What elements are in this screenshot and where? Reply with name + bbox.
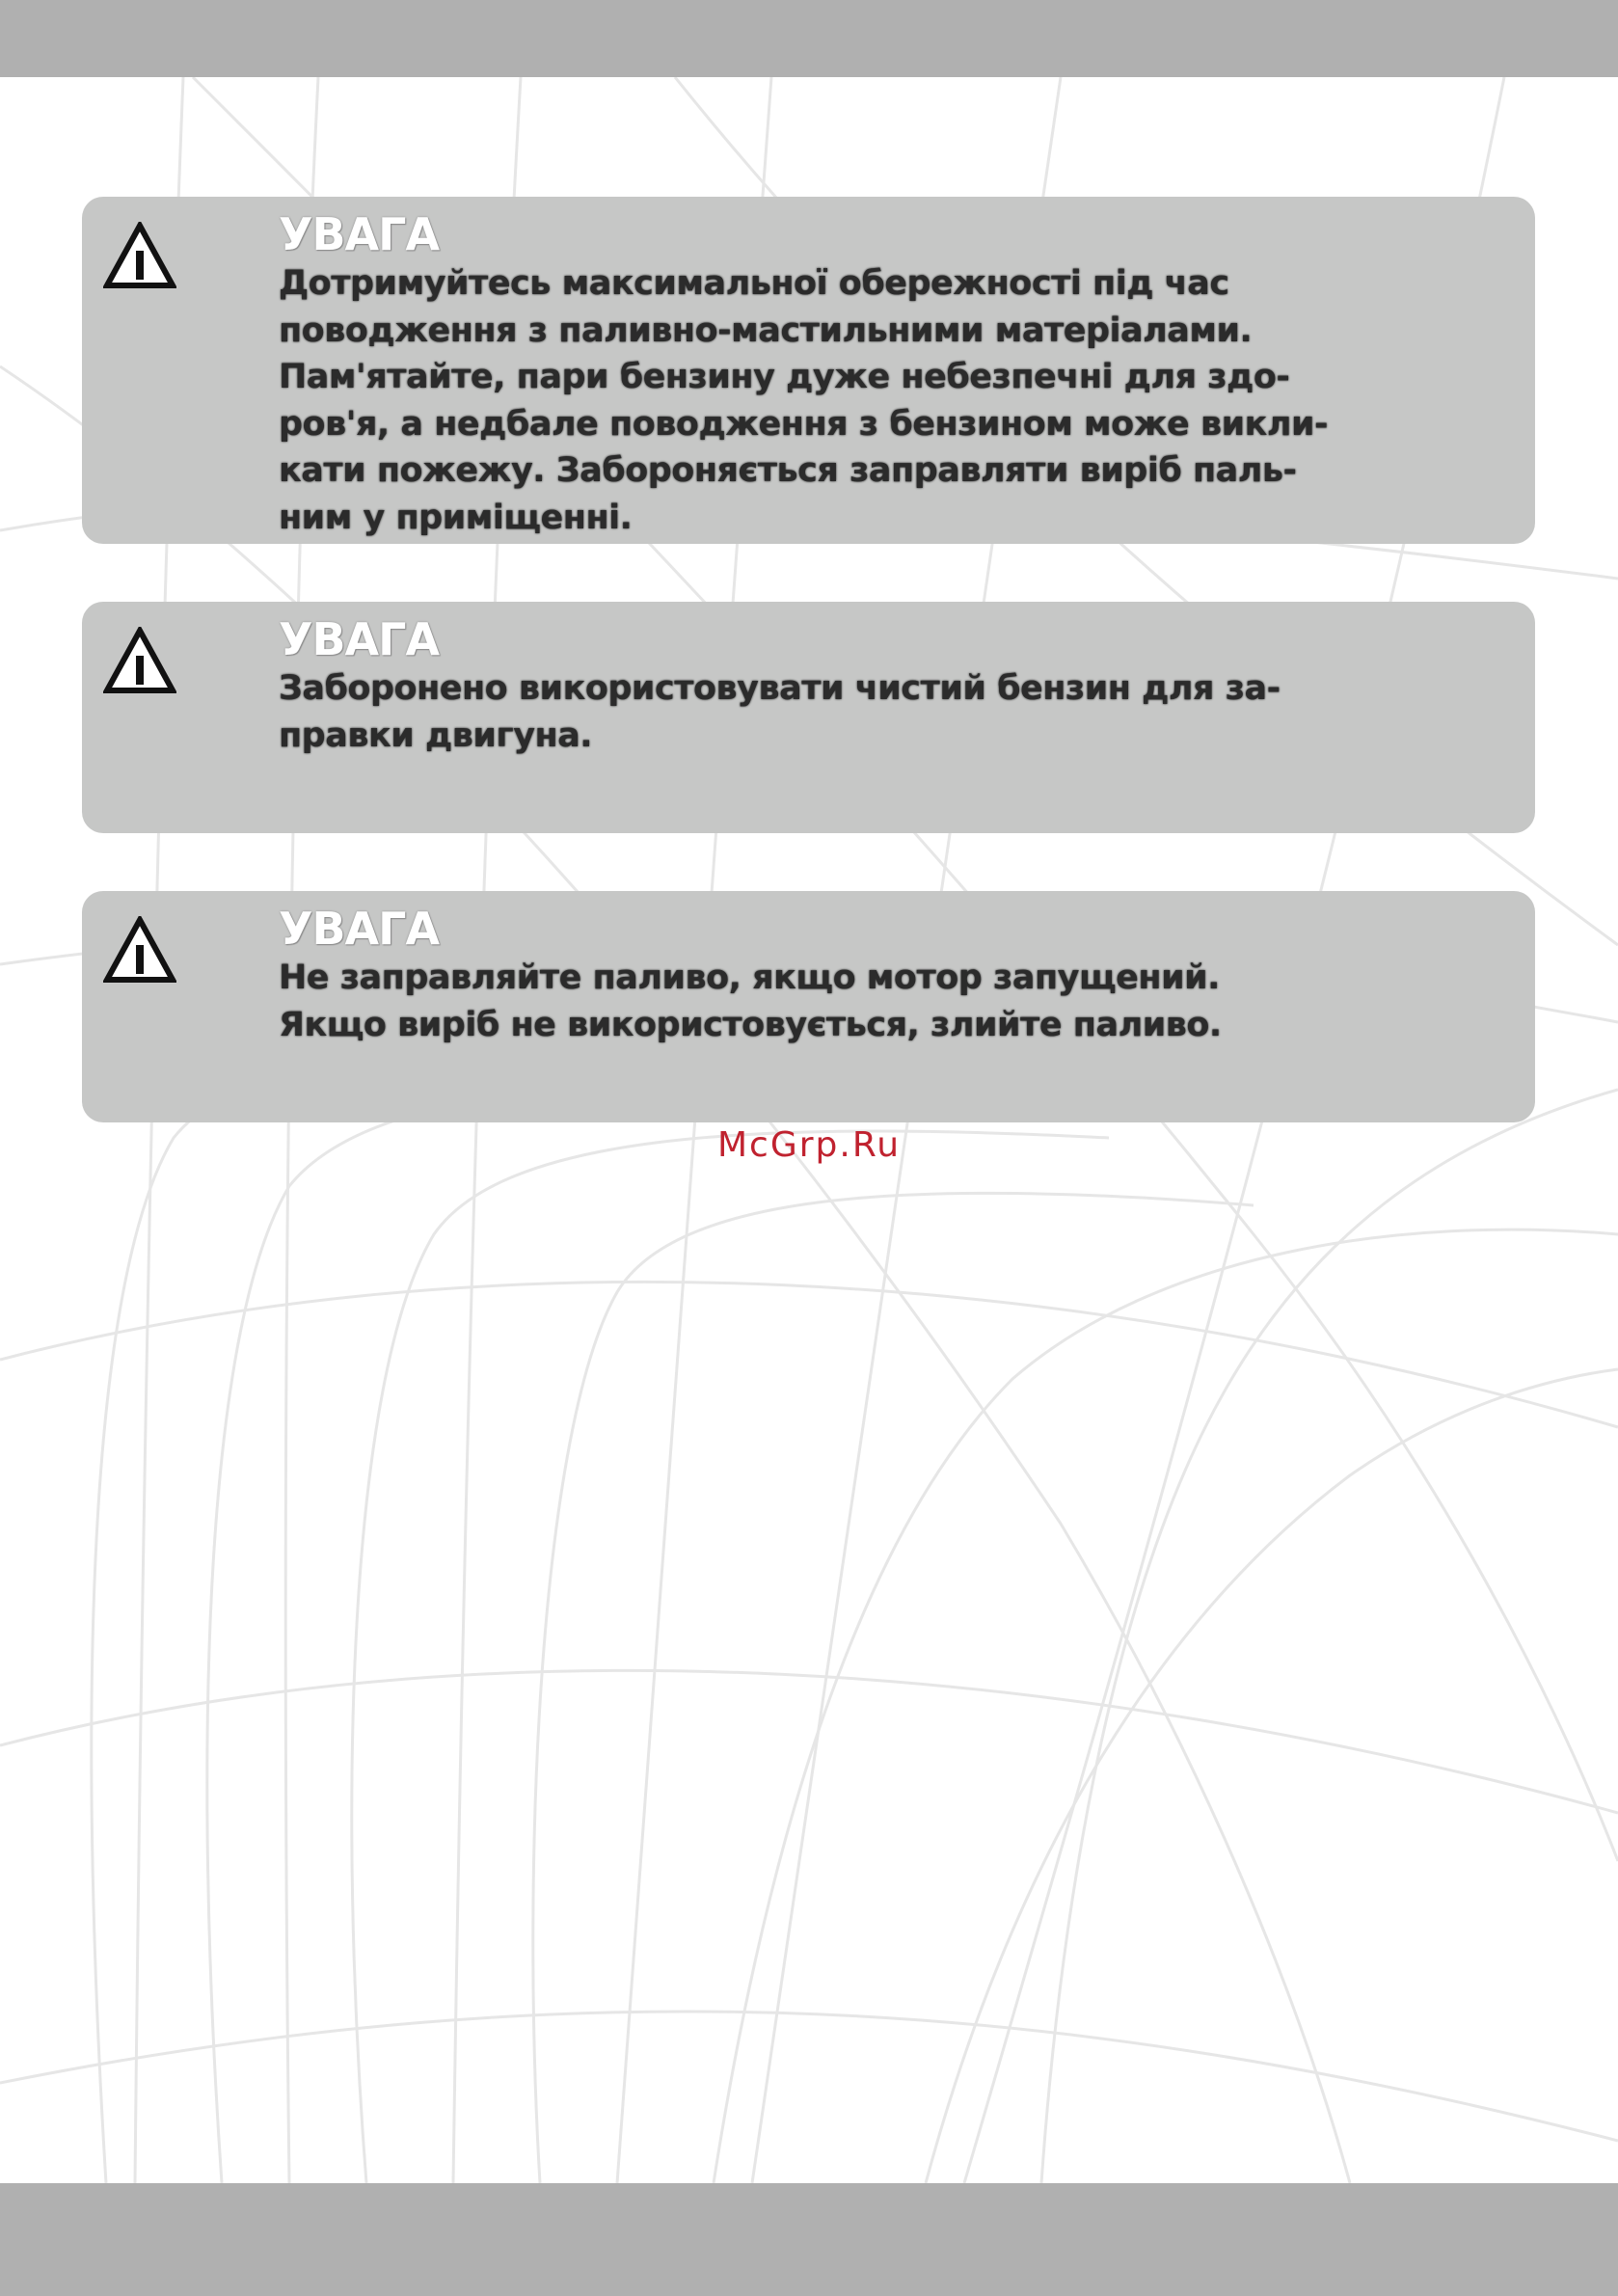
watermark-text: McGrp.Ru xyxy=(716,1125,902,1165)
footer-band xyxy=(0,2183,1618,2296)
warning-heading: УВАГА xyxy=(279,208,440,260)
warning-box-fuel-handling xyxy=(82,197,1535,544)
warning-text-line: поводження з паливно-мастильними матеріалами. xyxy=(279,311,1253,350)
warning-triangle-icon xyxy=(103,222,176,289)
warning-text-line: кати пожежу. Забороняється заправляти виріб паль- xyxy=(279,451,1297,490)
warning-text-line: Не заправляйте паливо, якщо мотор запущений. xyxy=(279,959,1220,997)
warning-text-line: Пам'ятайте, пари бензину дуже небезпечні для здо- xyxy=(279,358,1290,396)
warning-text xyxy=(279,260,1426,541)
warning-box-pure-gasoline xyxy=(82,602,1535,833)
warning-text-line: ним у приміщенні. xyxy=(279,498,633,537)
warning-triangle-icon xyxy=(103,916,176,984)
warning-text-line: правки двигуна. xyxy=(279,716,593,755)
warning-heading: УВАГА xyxy=(279,613,440,665)
warning-text-line: Якщо виріб не використовується, злийте паливо. xyxy=(279,1005,1222,1044)
warning-box-refuel-running xyxy=(82,891,1535,1122)
warning-text-line: ров'я, а недбале поводження з бензином може викли- xyxy=(279,404,1329,444)
header-band xyxy=(0,0,1618,77)
warning-text-line: Дотримуйтесь максимальної обережності під час xyxy=(279,264,1229,303)
warning-text xyxy=(279,665,1426,759)
warning-heading: УВАГА xyxy=(279,903,440,955)
warning-text xyxy=(279,955,1426,1048)
warning-text-line: Заборонено використовувати чистий бензин для за- xyxy=(279,669,1281,708)
warning-triangle-icon xyxy=(103,627,176,694)
